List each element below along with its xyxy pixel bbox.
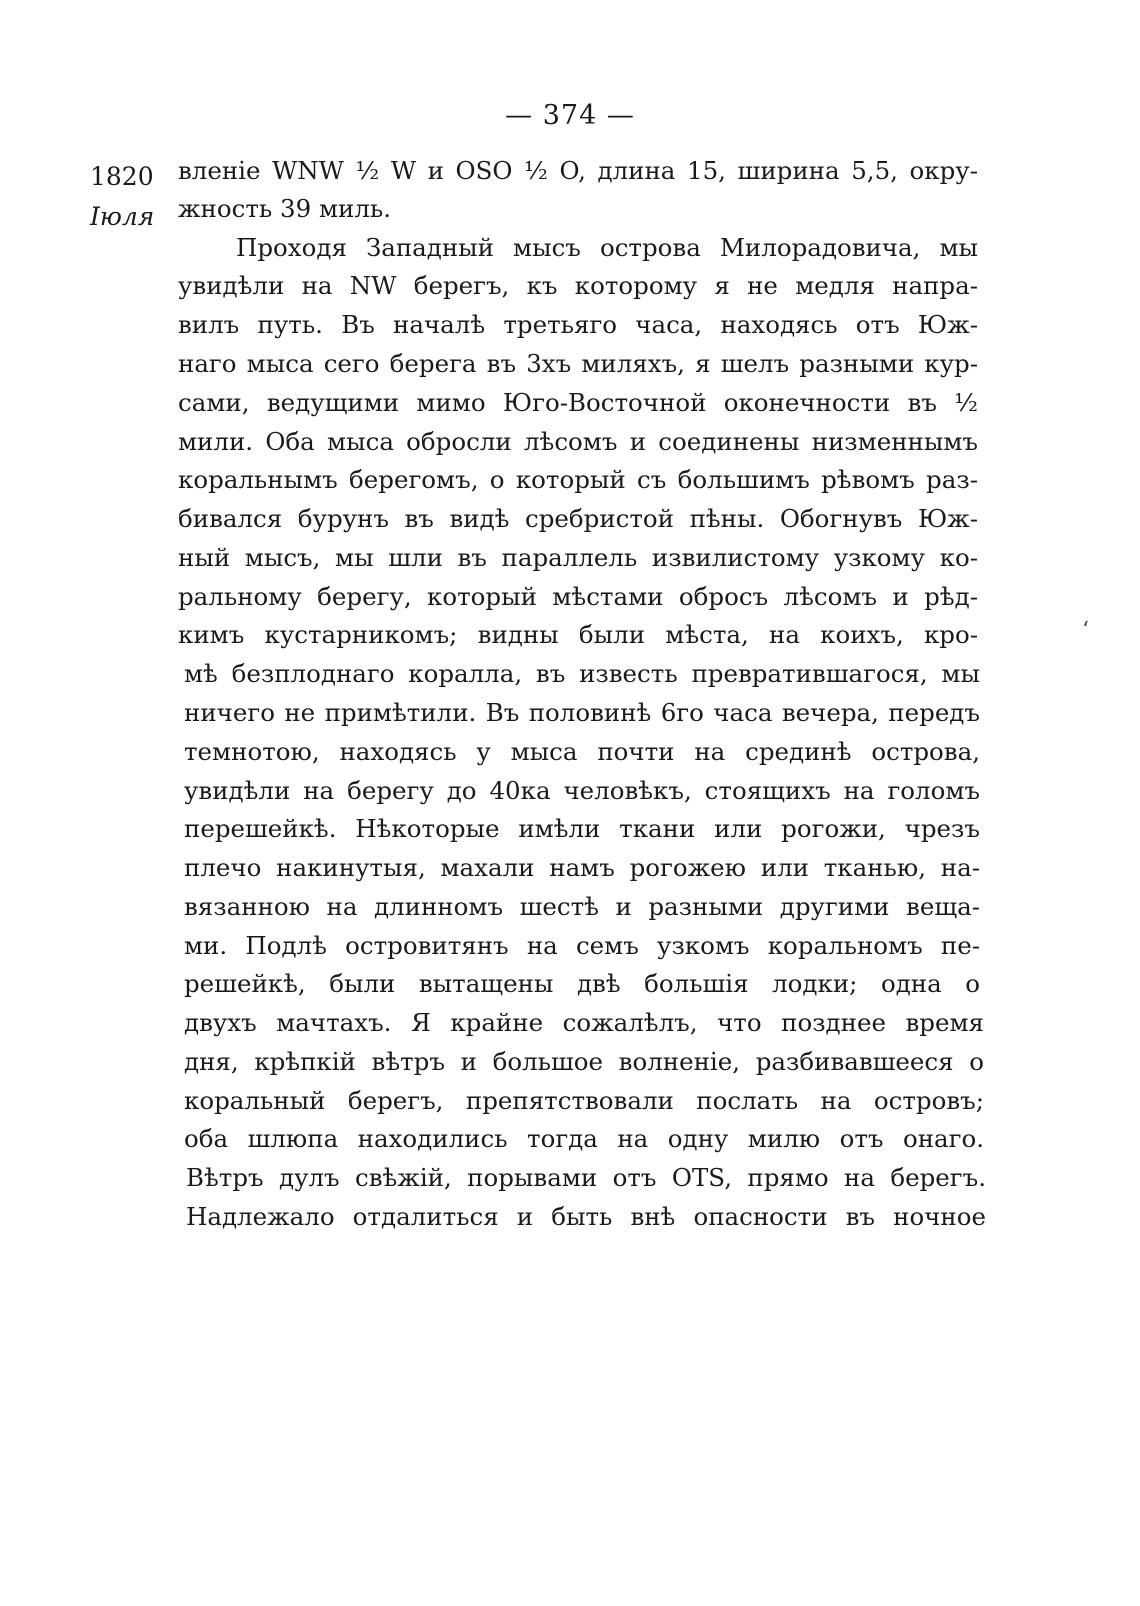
text-line: вязанною на длинномъ шестѣ и разными другими веща- [184, 892, 980, 921]
text-line: жность 39 миль. [178, 194, 392, 223]
text-line: дня, крѣпкій вѣтръ и большое волненіе, разбивавшееся о [184, 1047, 984, 1076]
text-line: ральному берегу, который мѣстами обросъ лѣсомъ и рѣд- [178, 582, 978, 611]
text-line: мѣ безплоднаго коралла, въ известь превратившагося, мы [184, 659, 980, 688]
text-line: оба шлюпа находились тогда на одну милю отъ онаго. [184, 1124, 984, 1153]
text-line: перешейкѣ. Нѣкоторые имѣли ткани или рогожи, чрезъ [184, 814, 980, 843]
text-line: решейкѣ, были вытащены двѣ большія лодки; одна о [184, 969, 980, 998]
text-line: Вѣтръ дулъ свѣжій, порывами отъ OTS, прямо на берегъ. [186, 1163, 986, 1192]
margin-month: Іюля [90, 202, 155, 231]
text-line: мили. Оба мыса обросли лѣсомъ и соединены низменнымъ [178, 427, 978, 456]
text-line: коральнымъ берегомъ, о который съ большимъ рѣвомъ раз- [178, 465, 978, 494]
text-line: коральный берегъ, препятствовали послать на островъ; [184, 1086, 984, 1115]
stray-mark: ʻ [1082, 618, 1089, 643]
text-line: сами, ведущими мимо Юго-Восточной оконечности въ ½ [178, 388, 978, 417]
text-line: увидѣли на NW берегъ, къ которому я не медля напра- [178, 271, 978, 300]
text-line: кимъ кустарникомъ; видны были мѣста, на коихъ, кро- [178, 620, 978, 649]
text-line: вилъ путь. Въ началѣ третьяго часа, находясь отъ Юж- [178, 310, 978, 339]
text-line: Проходя Западный мысъ острова Милорадовича, мы [236, 233, 978, 262]
text-line: ный мысъ, мы шли въ параллель извилистому узкому ко- [178, 543, 978, 572]
text-line: вленіе WNW ½ W и OSO ½ O, длина 15, ширина 5,5, окру- [178, 156, 978, 185]
margin-year: 1820 [90, 162, 154, 191]
text-line: темнотою, находясь у мыса почти на срединѣ острова, [184, 737, 980, 766]
text-line: ми. Подлѣ островитянъ на семъ узкомъ коральномъ пе- [184, 931, 980, 960]
text-line: ничего не примѣтили. Въ половинѣ 6го часа вечера, передъ [184, 698, 980, 727]
page-number: — 374 — [505, 100, 635, 131]
text-line: плечо накинутыя, махали намъ рогожею или тканью, на- [184, 853, 980, 882]
text-line: Надлежало отдалиться и быть внѣ опасности въ ночное [186, 1202, 986, 1231]
text-line: увидѣли на берегу до 40ка человѣкъ, стоящихъ на голомъ [184, 776, 980, 805]
text-line: двухъ мачтахъ. Я крайне сожалѣлъ, что позднее время [184, 1008, 984, 1037]
text-line: наго мыса сего берега въ 3хъ миляхъ, я шелъ разными кур- [178, 349, 978, 378]
text-line: бивался бурунъ въ видѣ сребристой пѣны. Обогнувъ Юж- [178, 504, 978, 533]
